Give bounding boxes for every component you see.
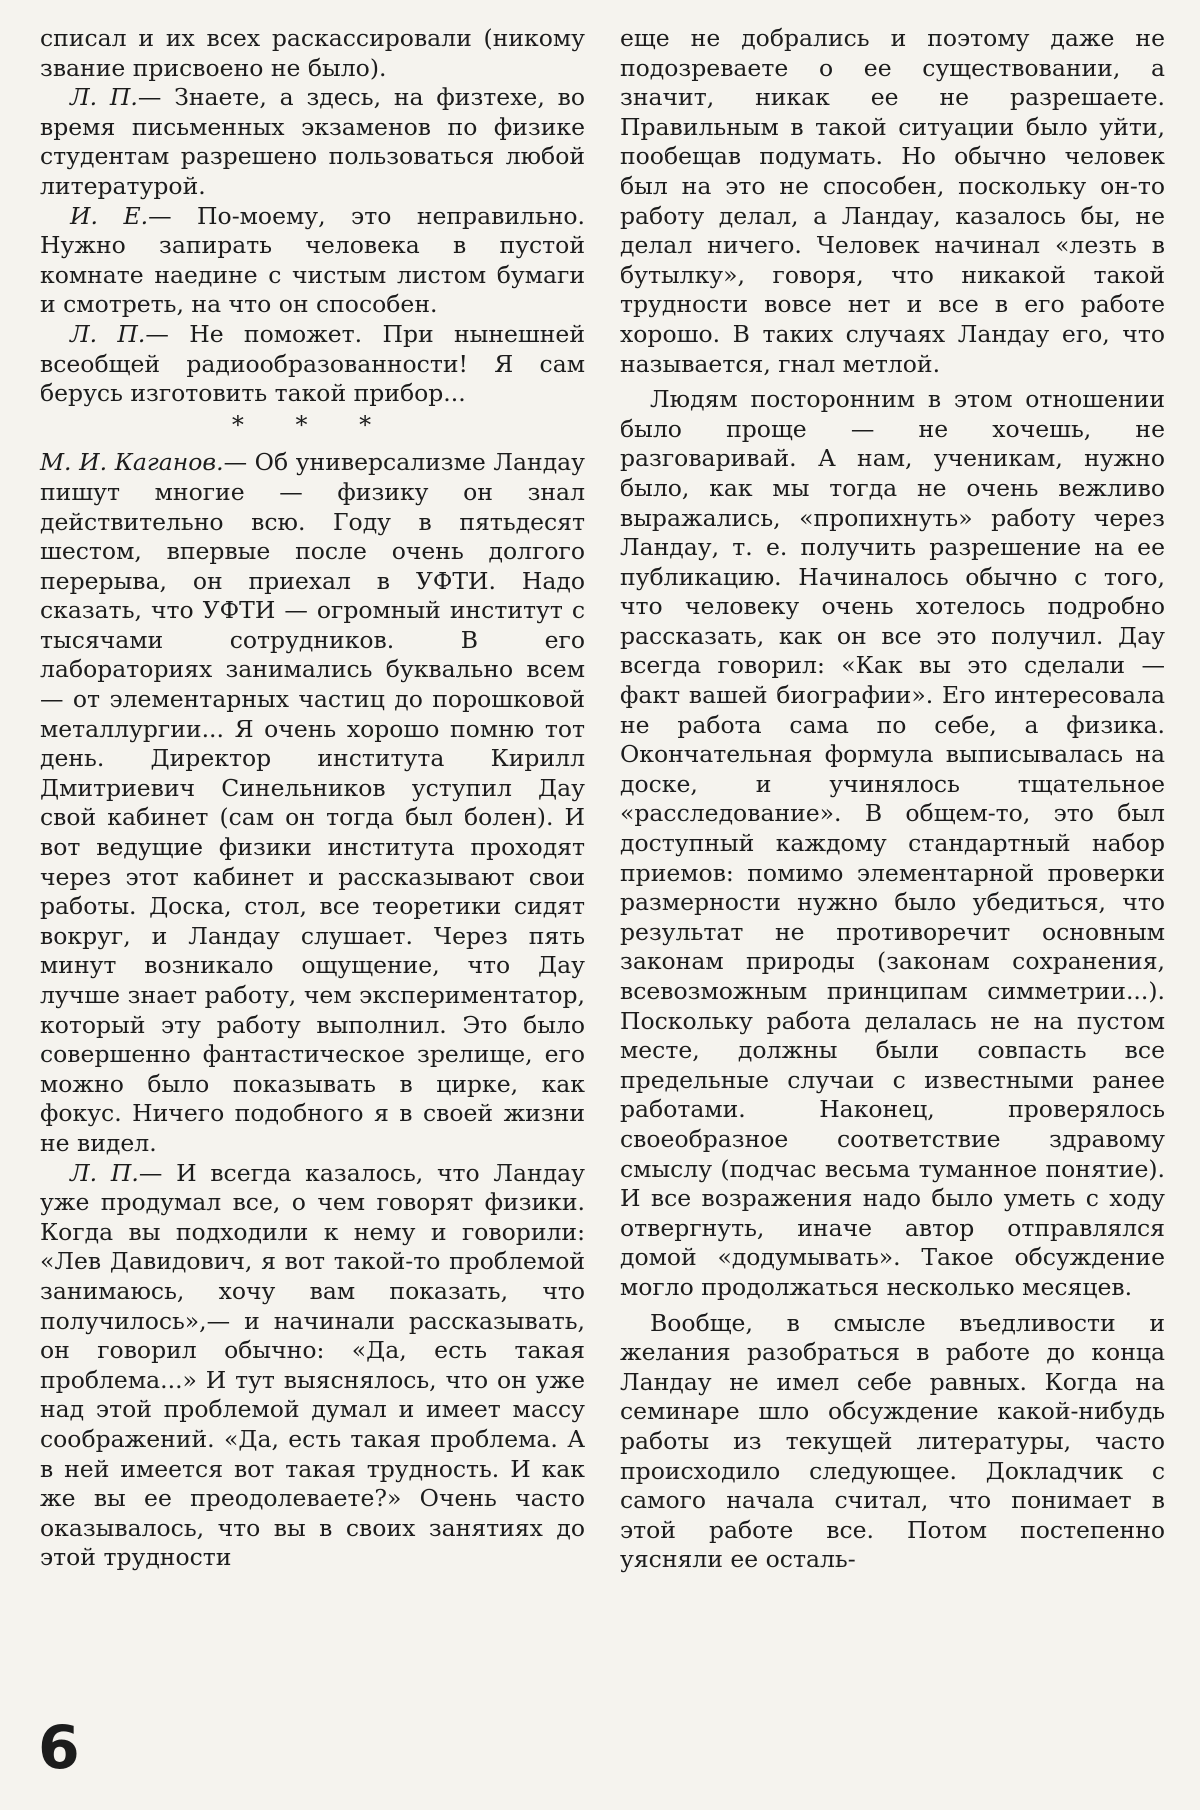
paragraph: еще не добрались и поэтому даже не подозреваете о ее существовании, а значит, никак ее не разрешаете. Правильным в такой ситуации было уйти, пообещав подумать. Но обычно человек был на это не способен, поскольку он-то работу делал, а Ландау, казалось бы, не делал ничего. Человек начинал «лезть в бутылку», говоря, что никакой такой трудности вовсе нет и все в его работе хорошо. В таких случаях Ландау его, что называется, гнал метлой. xyxy=(620,24,1165,378)
section-separator: * * * xyxy=(231,410,394,439)
left-column xyxy=(40,24,585,1573)
page-number: 6 xyxy=(38,1713,80,1783)
dialogue-paragraph xyxy=(40,202,585,320)
speaker-name: И. Е. xyxy=(70,201,149,230)
paragraph-text: — Не поможет. При нынешней всеобщей радиообразованности! Я сам берусь изготовить такой прибор... xyxy=(40,319,586,408)
speaker-name: Л. П. xyxy=(70,83,138,112)
dialogue-paragraph xyxy=(40,320,585,409)
dialogue-paragraph xyxy=(40,448,585,1158)
paragraph-text: — И всегда казалось, что Ландау уже продумал все, о чем говорят физики. Когда вы подходили к нему и говорили: «Лев Давидович, я вот такой-то проблемой занимаюсь, хочу вам показать, что получилось»,— и начинали рассказывать, он говорил обычно: «Да, есть такая проблема...» И тут выяснялось, что он уже над этой проблемой думал и имеет массу соображений. «Да, есть такая проблема. А в ней имеется вот такая трудность. И как же вы ее преодолеваете?» Очень часто оказывалось, что вы в своих занятиях до этой трудности xyxy=(40,1158,585,1572)
dialogue-paragraph xyxy=(40,83,585,201)
paragraph-text: — Знаете, а здесь, на физтехе, во время письменных экзаменов по физике студентам разрешено пользоваться любой литературой. xyxy=(40,83,586,200)
paragraph: списал и их всех раскассировали (никому звание присвоено не было). xyxy=(40,24,585,82)
speaker-name: Л. П. xyxy=(70,1158,139,1187)
paragraph: Вообще, в смысле въедливости и желания разобраться в работе до конца Ландау не имел себе равных. Когда на семинаре шло обсуждение какой-нибудь работы из текущей литературы, часто происходило следующее. Докладчик с самого начала считал, что понимает в этой работе все. Потом постепенно уясняли ее осталь- xyxy=(620,1308,1165,1574)
paragraph: Людям посторонним в этом отношении было проще — не хочешь, не разговаривай. А нам, ученикам, нужно было, как мы тогда не очень вежливо выражались, «пропихнуть» работу через Ландау, т. е. получить разрешение на ее публикацию. Начиналось обычно с того, что человеку очень хотелось подробно рассказать, как он все это получил. Дау всегда говорил: «Как вы это сделали — факт вашей биографии». Его интересовала не работа сама по себе, а физика. Окончательная формула выписывалась на доске, и учинялось тщательное «расследование». В общем-то, это был доступный каждому стандартный набор приемов: помимо элементарной проверки размерности нужно было убедиться, что результат не противоречит основным законам природы (законам сохранения, всевозможным принципам симметрии...). Поскольку работа делалась не на пустом месте, должны были совпасть все предельные случаи с известными ранее работами. Наконец, проверялось своеобразное соответствие здравому смыслу (подчас весьма туманное понятие). И все возражения надо было уметь с ходу отвергнуть, иначе автор отправлялся домой «додумывать». Такое обсуждение могло продолжаться несколько месяцев. xyxy=(620,385,1165,1301)
paragraph-text: — Об универсализме Ландау пишут многие — физику он знал действительно всю. Году в пятьдесят шестом, впервые после очень долгого перерыва, он приехал в УФТИ. Надо сказать, что УФТИ — огромный институт с тысячами сотрудников. В его лабораториях занимались буквально всем — от элементарных частиц до порошковой металлургии... Я очень хорошо помню тот день. Директор института Кирилл Дмитриевич Синельников уступил Дау свой кабинет (сам он тогда был болен). И вот ведущие физики института проходят через этот кабинет и рассказывают свои работы. Доска, стол, все теоретики сидят вокруг, и Ландау слушает. Через пять минут возникало ощущение, что Дау лучше знает работу, чем экспериментатор, который эту работу выполнил. Это было совершенно фантастическое зрелище, его можно было показывать в цирке, как фокус. Ничего подобного я в своей жизни не видел. xyxy=(40,448,586,1157)
speaker-name: М. И. Каганов. xyxy=(40,448,224,477)
dialogue-paragraph xyxy=(40,1159,585,1573)
paragraph-text: — По-моему, это неправильно. Нужно запирать человека в пустой комнате наедине с чистым листом бумаги и смотреть, на что он способен. xyxy=(40,201,585,319)
right-column xyxy=(620,24,1165,1575)
speaker-name: Л. П. xyxy=(70,319,146,348)
